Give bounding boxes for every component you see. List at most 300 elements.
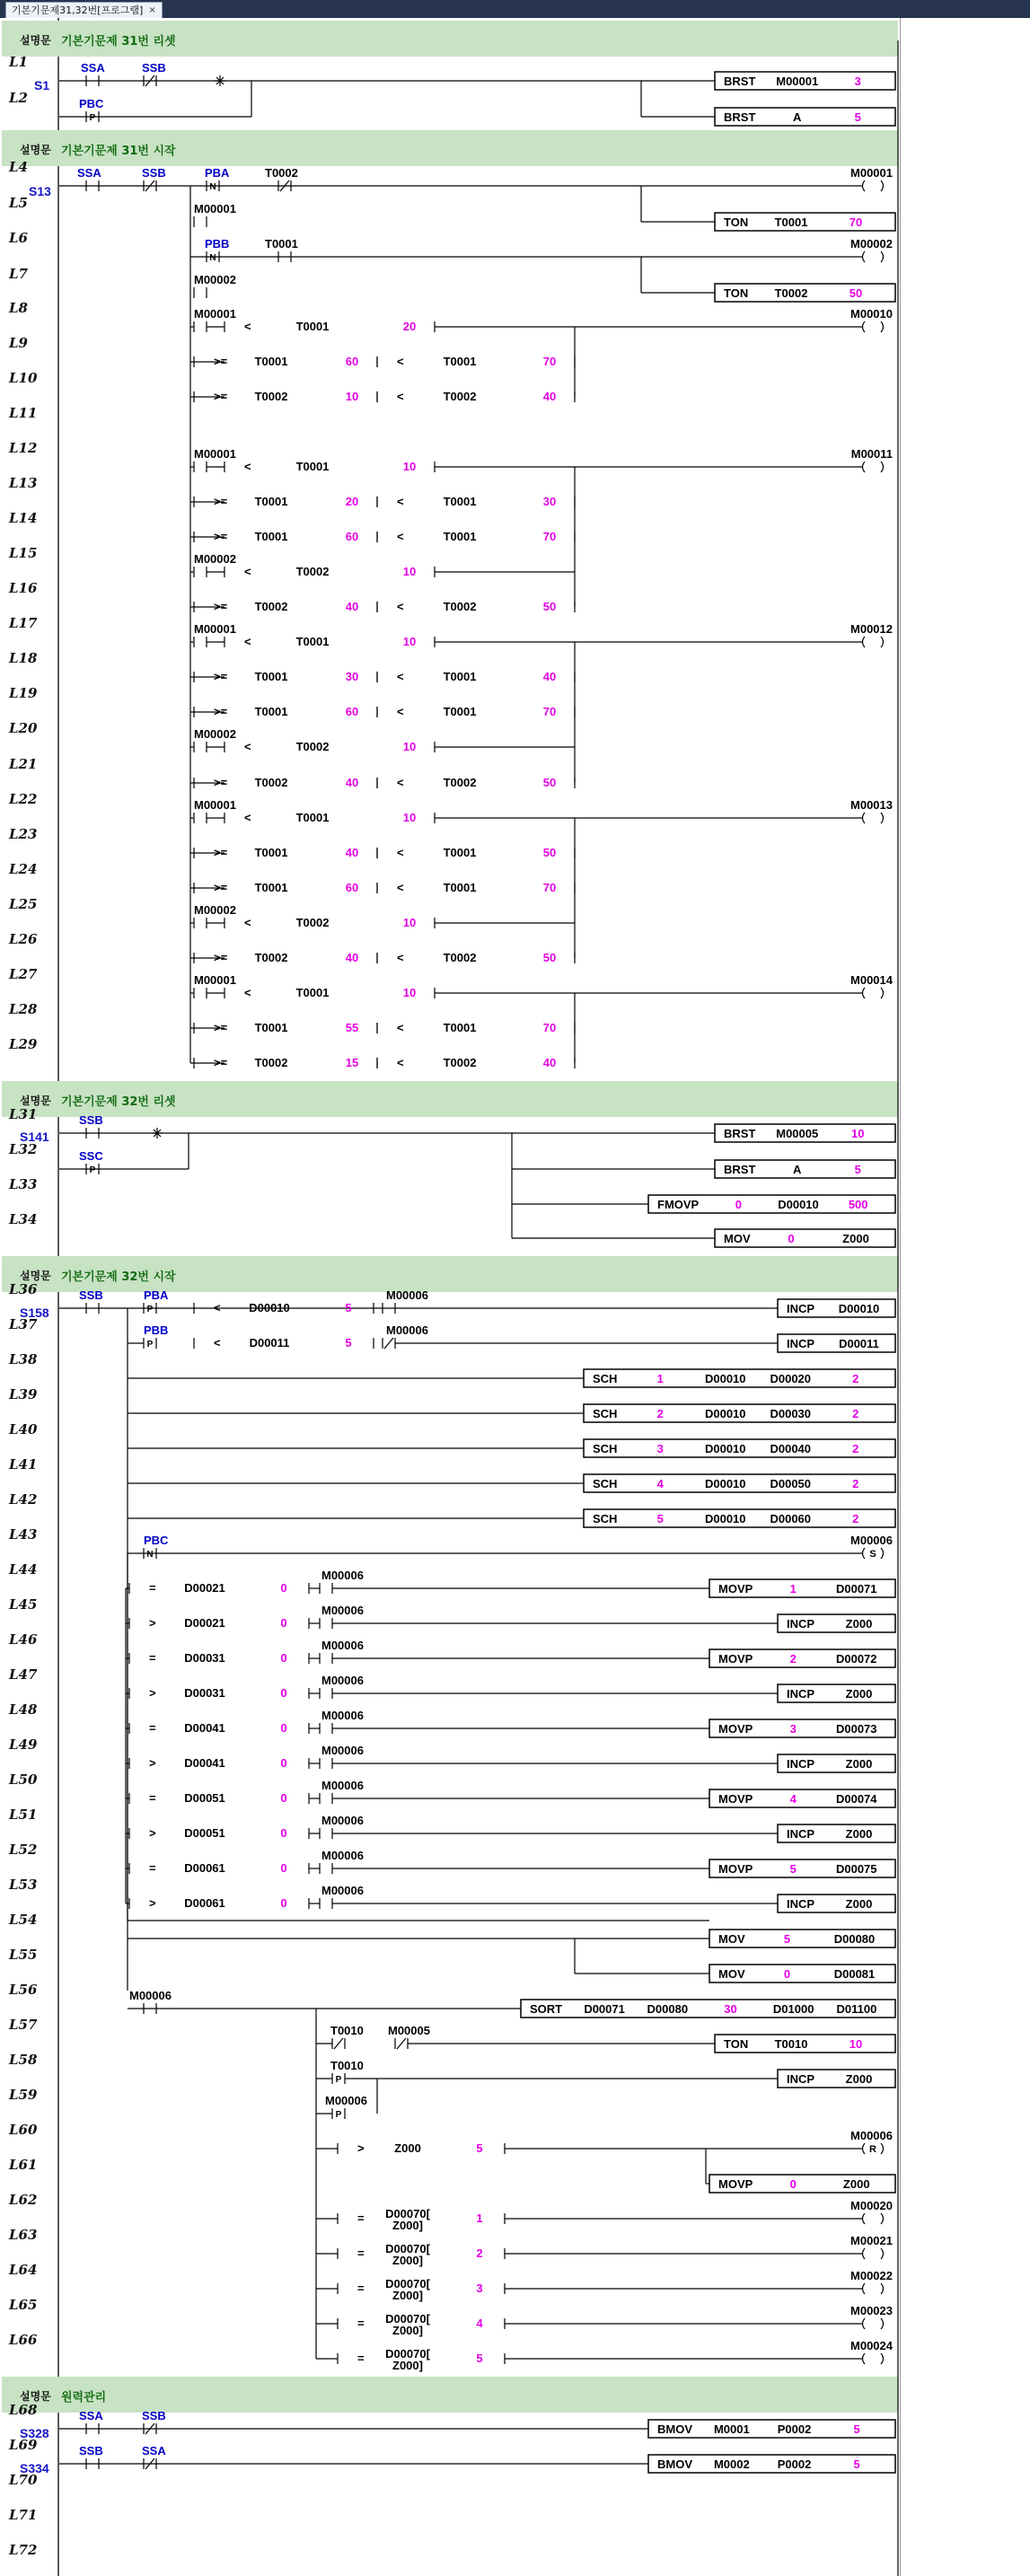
- contact-device: M00006: [129, 1989, 172, 2002]
- compare-block[interactable]: [194, 1336, 374, 1350]
- contact-device: M00001: [194, 447, 236, 461]
- function-argument: 5: [783, 1932, 791, 1946]
- compare-operand: D00010: [249, 1301, 290, 1314]
- contact-ssb[interactable]: [142, 61, 166, 86]
- coil-m00013[interactable]: [850, 798, 893, 823]
- compare-block[interactable]: [194, 705, 377, 718]
- function-name: SCH: [593, 1372, 618, 1385]
- output-coil-icon: [863, 2318, 884, 2329]
- compare-value: 70: [542, 530, 557, 543]
- step-number: S141: [20, 1130, 49, 1144]
- compare-block[interactable]: [377, 530, 575, 543]
- contact-m00001[interactable]: [194, 622, 236, 647]
- coil-m00002[interactable]: [850, 237, 893, 262]
- compare-operator: <: [244, 460, 251, 473]
- contact-ssb[interactable]: [79, 2444, 103, 2469]
- contact-m00006[interactable]: [320, 1604, 364, 1629]
- compare-value: 5: [345, 1336, 352, 1350]
- contact-device: M00006: [321, 1674, 364, 1687]
- function-argument: 2: [852, 1477, 859, 1490]
- contact-t0002[interactable]: [265, 166, 298, 191]
- function-argument: M0001: [713, 2422, 750, 2436]
- compare-value: 0: [280, 1616, 287, 1630]
- compare-value: 40: [345, 951, 359, 964]
- compare-value: 60: [345, 355, 359, 368]
- compare-value: 55: [345, 1021, 359, 1034]
- comment-text: 기본기문제 32번 시작: [61, 1270, 176, 1284]
- function-block-ton[interactable]: [715, 2035, 895, 2053]
- compare-block[interactable]: [377, 390, 575, 403]
- function-argument: 2: [656, 1407, 664, 1420]
- contact-ssa[interactable]: [81, 61, 105, 86]
- contact-m00002[interactable]: [194, 727, 236, 752]
- function-name: BMOV: [657, 2422, 692, 2436]
- contact-m00001[interactable]: [194, 202, 236, 227]
- compare-operator: <: [397, 355, 404, 368]
- function-argument: 5: [789, 1862, 797, 1876]
- compare-value: 70: [542, 881, 557, 894]
- falling-edge-contact-icon: [209, 253, 216, 263]
- contact-device: M00006: [321, 1814, 364, 1827]
- compare-block[interactable]: [194, 881, 377, 894]
- function-block-incp[interactable]: [778, 1824, 895, 1842]
- compare-value: 20: [402, 320, 417, 333]
- contact-device: SSC: [79, 1149, 103, 1163]
- contact-device: PBB: [144, 1323, 169, 1337]
- compare-value: 3: [476, 2281, 483, 2295]
- compare-operand: T0001: [254, 1021, 288, 1034]
- comment-keyword: 설명문: [20, 1095, 51, 1107]
- contact-ssb[interactable]: [142, 166, 166, 191]
- contact-ssb[interactable]: [79, 1113, 103, 1139]
- function-argument: D00074: [835, 1792, 877, 1806]
- line-number: L21: [9, 756, 38, 772]
- compare-value: 50: [542, 600, 557, 613]
- contact-device: M00005: [388, 2024, 430, 2037]
- contact-m00006[interactable]: [383, 1288, 428, 1314]
- compare-block[interactable]: [338, 2141, 505, 2155]
- contact-m00006[interactable]: [320, 1744, 364, 1769]
- compare-block[interactable]: [224, 565, 435, 578]
- compare-value: 10: [402, 635, 417, 648]
- contact-m00006[interactable]: [325, 2094, 367, 2120]
- compare-operand: T0001: [254, 355, 288, 368]
- coil-device: M00002: [850, 237, 893, 251]
- contact-device: PBC: [144, 1534, 169, 1547]
- function-argument: D00075: [835, 1862, 877, 1876]
- function-argument: 2: [852, 1407, 859, 1420]
- compare-operator: <: [397, 846, 404, 859]
- function-argument: D00080: [833, 1932, 876, 1946]
- compare-value: 10: [402, 565, 417, 578]
- contact-device: M00001: [194, 622, 236, 636]
- function-argument: M0002: [713, 2457, 750, 2471]
- line-number: L69: [9, 2437, 38, 2453]
- contact-m00006[interactable]: [383, 1323, 428, 1349]
- coil-m00012[interactable]: [850, 622, 893, 647]
- compare-operator: <: [397, 530, 404, 543]
- compare-block[interactable]: [224, 635, 435, 648]
- compare-block[interactable]: [129, 1651, 309, 1665]
- function-argument: Z000: [842, 2177, 870, 2191]
- compare-operator: =: [149, 1861, 156, 1875]
- contact-pbb[interactable]: [144, 1323, 168, 1350]
- compare-block[interactable]: [338, 2277, 505, 2302]
- compare-block[interactable]: [377, 1056, 575, 1069]
- output-coil-icon: [863, 321, 884, 332]
- function-block-bmov[interactable]: [648, 2455, 895, 2473]
- compare-operand: T0001: [254, 670, 288, 683]
- close-icon[interactable]: ×: [148, 4, 156, 15]
- line-number: L70: [9, 2472, 38, 2488]
- compare-value: 60: [345, 705, 359, 718]
- function-block-brst[interactable]: [715, 108, 895, 126]
- function-argument: 3: [854, 75, 861, 88]
- function-name: INCP: [787, 1897, 815, 1911]
- contact-pbc[interactable]: [79, 97, 104, 123]
- compare-value: 10: [402, 986, 417, 999]
- compare-block[interactable]: [194, 846, 377, 859]
- function-block-movp[interactable]: [709, 1789, 895, 1807]
- compare-block[interactable]: [377, 495, 575, 508]
- function-block-incp[interactable]: [778, 1895, 895, 1912]
- contact-pba[interactable]: [205, 166, 230, 192]
- function-argument: D00060: [770, 1512, 812, 1525]
- contact-device: SSA: [81, 61, 105, 75]
- comment-text: 기본기문제 31번 시작: [61, 145, 176, 158]
- compare-operator: <: [397, 670, 404, 683]
- contact-ssa[interactable]: [77, 166, 101, 191]
- compare-block[interactable]: [377, 670, 575, 683]
- compare-value: 10: [402, 740, 417, 753]
- function-block-movp[interactable]: [709, 1859, 895, 1877]
- contact-ssc[interactable]: [79, 1149, 103, 1175]
- coil-m00006[interactable]: [850, 1534, 893, 1560]
- contact-m00006[interactable]: [320, 1814, 364, 1839]
- compare-operator: =: [357, 2211, 365, 2225]
- coil-m00010[interactable]: [850, 307, 893, 332]
- function-block-sch[interactable]: [584, 1404, 895, 1422]
- function-block-movp[interactable]: [709, 1579, 895, 1597]
- contact-m00006[interactable]: [320, 1674, 364, 1699]
- function-block-incp[interactable]: [778, 1614, 895, 1632]
- function-argument: 2: [852, 1442, 859, 1455]
- compare-value: 20: [345, 495, 359, 508]
- line-number: L26: [9, 931, 38, 947]
- comment-text: 원력관리: [61, 2391, 107, 2405]
- compare-block[interactable]: [129, 1826, 309, 1840]
- output-coil-icon: [863, 462, 884, 472]
- step-number: S158: [20, 1306, 49, 1320]
- contact-t0010[interactable]: [330, 2059, 364, 2085]
- function-argument: 4: [789, 1792, 797, 1806]
- comment-keyword: 설명문: [20, 1270, 51, 1282]
- line-number: L48: [9, 1701, 38, 1718]
- function-name: MOVP: [718, 1652, 753, 1666]
- compare-block[interactable]: [377, 355, 575, 368]
- coil-m00021[interactable]: [850, 2234, 893, 2259]
- function-block-incp[interactable]: [778, 2070, 895, 2088]
- contact-m00006[interactable]: [320, 1639, 364, 1664]
- compare-block[interactable]: [338, 2207, 505, 2232]
- contact-m00001[interactable]: [194, 973, 236, 998]
- compare-operand: D00070[: [385, 2242, 430, 2255]
- compare-operator: >: [149, 1616, 156, 1630]
- contact-m00006[interactable]: [320, 1849, 364, 1874]
- compare-block[interactable]: [129, 1686, 309, 1700]
- line-number: L46: [9, 1631, 38, 1648]
- contact-ssb[interactable]: [79, 1288, 103, 1314]
- compare-operand: T0001: [443, 670, 477, 683]
- contact-m00006[interactable]: [320, 1779, 364, 1804]
- compare-block[interactable]: [224, 740, 435, 753]
- compare-value: 40: [542, 390, 557, 403]
- line-number: L36: [9, 1281, 38, 1297]
- contact-device: SSB: [79, 1113, 103, 1127]
- line-number: L27: [9, 966, 38, 982]
- compare-operand: T0002: [295, 565, 330, 578]
- falling-edge-contact-icon: [209, 182, 216, 192]
- contact-pbc[interactable]: [144, 1534, 169, 1560]
- function-argument: D00081: [833, 1967, 876, 1981]
- compare-value: 70: [542, 355, 557, 368]
- compare-value: 0: [280, 1686, 287, 1700]
- compare-operand: D00051: [184, 1826, 225, 1840]
- function-block-sch[interactable]: [584, 1439, 895, 1457]
- function-block-incp[interactable]: [778, 1684, 895, 1702]
- contact-ssa[interactable]: [79, 2409, 103, 2434]
- function-block-incp[interactable]: [778, 1299, 895, 1317]
- output-coil-icon: [863, 180, 884, 191]
- compare-block[interactable]: [338, 2312, 505, 2337]
- function-block-sch[interactable]: [584, 1509, 895, 1527]
- compare-operand: T0002: [254, 1056, 288, 1069]
- line-number: L71: [9, 2507, 38, 2523]
- compare-operator: <: [214, 1301, 221, 1314]
- compare-value: 1: [476, 2211, 483, 2225]
- contact-m00002[interactable]: [194, 273, 236, 298]
- line-number: L25: [9, 896, 38, 912]
- contact-device: M00002: [194, 273, 236, 286]
- coil-m00023[interactable]: [850, 2304, 893, 2329]
- function-block-movp[interactable]: [709, 2175, 895, 2193]
- contact-m00006[interactable]: [320, 1569, 364, 1594]
- coil-m00001[interactable]: [850, 166, 893, 191]
- compare-block[interactable]: [377, 881, 575, 894]
- compare-block[interactable]: [377, 846, 575, 859]
- coil-m00024[interactable]: [850, 2339, 894, 2364]
- compare-block[interactable]: [194, 951, 377, 964]
- contact-device: M00006: [321, 1709, 364, 1722]
- compare-operator: =: [357, 2246, 365, 2260]
- function-name: INCP: [787, 1827, 815, 1841]
- compare-block[interactable]: [129, 1791, 309, 1805]
- compare-operand: D00070[: [385, 2312, 430, 2325]
- compare-block[interactable]: [194, 776, 377, 789]
- compare-block[interactable]: [129, 1861, 309, 1875]
- coil-m00011[interactable]: [851, 447, 893, 472]
- compare-block[interactable]: [194, 600, 377, 613]
- compare-block[interactable]: [224, 916, 435, 929]
- compare-block[interactable]: [377, 776, 575, 789]
- compare-operand: T0001: [254, 846, 288, 859]
- function-argument: 0: [789, 2177, 797, 2191]
- compare-block[interactable]: [377, 600, 575, 613]
- contact-device: SSB: [142, 2409, 166, 2422]
- contact-m00006[interactable]: [129, 1989, 172, 2014]
- contact-t0001[interactable]: [265, 237, 298, 262]
- program-tab[interactable]: [5, 2, 163, 18]
- compare-block[interactable]: [194, 530, 377, 543]
- contact-m00006[interactable]: [320, 1884, 364, 1909]
- coil-m00020[interactable]: [850, 2199, 893, 2224]
- contact-m00002[interactable]: [194, 903, 236, 928]
- compare-operand: D00051: [184, 1791, 225, 1805]
- compare-value: 0: [280, 1896, 287, 1910]
- contact-m00001[interactable]: [194, 447, 236, 472]
- line-number: L17: [9, 615, 38, 631]
- compare-block[interactable]: [338, 2242, 505, 2267]
- compare-operand: D00070[: [385, 2277, 430, 2290]
- coil-device: M00001: [850, 166, 893, 180]
- compare-block[interactable]: [224, 811, 435, 824]
- compare-operand: D00041: [184, 1756, 225, 1770]
- function-block-brst[interactable]: [715, 1160, 895, 1178]
- compare-block[interactable]: [224, 460, 435, 473]
- contact-device: M00006: [321, 1639, 364, 1652]
- function-block-mov[interactable]: [715, 1229, 895, 1247]
- compare-operand: D00061: [184, 1861, 225, 1875]
- contact-device: SSA: [142, 2444, 166, 2457]
- compare-block[interactable]: [377, 1021, 575, 1034]
- comment-text: 기본기문제 32번 리셋: [61, 1095, 176, 1109]
- function-block-brst[interactable]: [715, 1124, 895, 1142]
- compare-block[interactable]: [129, 1616, 309, 1630]
- compare-block[interactable]: [194, 495, 377, 508]
- line-number: L50: [9, 1772, 38, 1788]
- function-argument: D00010: [838, 1302, 880, 1315]
- compare-block[interactable]: [224, 320, 435, 333]
- compare-operand: T0002: [443, 390, 477, 403]
- function-block-movp[interactable]: [709, 1649, 895, 1667]
- contact-m00001[interactable]: [194, 798, 236, 823]
- compare-operand: Z000]: [392, 2219, 423, 2232]
- function-argument: D00072: [835, 1652, 877, 1666]
- function-block-ton[interactable]: [715, 213, 895, 231]
- contact-ssb[interactable]: [142, 2409, 166, 2434]
- compare-block[interactable]: [194, 1056, 377, 1069]
- function-argument: 500: [848, 1198, 868, 1211]
- contact-device: SSB: [79, 1288, 103, 1302]
- compare-block[interactable]: [194, 670, 377, 683]
- compare-operator: <: [244, 635, 251, 648]
- contact-pba[interactable]: [144, 1288, 169, 1314]
- output-coil-icon: [863, 2353, 884, 2364]
- compare-block[interactable]: [129, 1896, 309, 1910]
- contact-m00001[interactable]: [194, 307, 236, 332]
- function-block-bmov[interactable]: [648, 2420, 895, 2438]
- coil-m00022[interactable]: [850, 2269, 893, 2294]
- coil-device: M00023: [850, 2304, 893, 2317]
- line-number: L34: [9, 1211, 38, 1227]
- compare-operator: >=: [214, 355, 228, 368]
- compare-operand: D00041: [184, 1721, 225, 1735]
- compare-block[interactable]: [194, 390, 377, 403]
- contact-t0010[interactable]: [330, 2024, 364, 2049]
- contact-device: SSB: [79, 2444, 103, 2457]
- contact-m00005[interactable]: [388, 2024, 430, 2049]
- function-block-fmovp[interactable]: [648, 1195, 895, 1213]
- contact-device: PBB: [205, 237, 230, 251]
- compare-operand: T0002: [254, 600, 288, 613]
- compare-block[interactable]: [377, 951, 575, 964]
- function-name: INCP: [787, 1337, 815, 1350]
- function-block-movp[interactable]: [709, 1719, 895, 1737]
- function-block-ton[interactable]: [715, 284, 895, 302]
- compare-block[interactable]: [338, 2347, 505, 2372]
- compare-operand: D00011: [249, 1336, 290, 1350]
- contact-ssa[interactable]: [142, 2444, 166, 2469]
- function-block-sch[interactable]: [584, 1369, 895, 1387]
- title-bar: [0, 0, 1030, 18]
- line-number: L8: [9, 300, 28, 316]
- compare-operator: =: [357, 2352, 365, 2365]
- compare-block[interactable]: [224, 986, 435, 999]
- function-block-incp[interactable]: [778, 1754, 895, 1772]
- contact-device: SSA: [77, 166, 101, 180]
- compare-operator: <: [397, 776, 404, 789]
- ladder-diagram[interactable]: [0, 18, 1030, 2576]
- compare-value: 0: [280, 1756, 287, 1770]
- function-name: BRST: [724, 110, 756, 124]
- function-block-mov[interactable]: [709, 1965, 895, 1983]
- compare-block[interactable]: [194, 1021, 377, 1034]
- line-number: L28: [9, 1001, 38, 1017]
- function-block-brst[interactable]: [715, 72, 895, 90]
- function-argument: 1: [656, 1372, 664, 1385]
- ladder-editor[interactable]: [0, 18, 1030, 2576]
- line-number: L61: [9, 2157, 38, 2173]
- coil-m00006[interactable]: [850, 2129, 893, 2155]
- line-number: L52: [9, 1842, 38, 1858]
- function-argument: Z000: [845, 1757, 873, 1771]
- function-block-sch[interactable]: [584, 1474, 895, 1492]
- compare-block[interactable]: [129, 1756, 309, 1770]
- function-block-incp[interactable]: [778, 1334, 895, 1352]
- line-number: L31: [9, 1106, 38, 1122]
- step-number: S13: [29, 184, 51, 198]
- coil-m00014[interactable]: [850, 973, 894, 998]
- compare-block[interactable]: [377, 705, 575, 718]
- function-argument: 10: [849, 2037, 863, 2051]
- compare-value: 40: [345, 846, 359, 859]
- function-name: INCP: [787, 1687, 815, 1701]
- contact-m00002[interactable]: [194, 552, 236, 577]
- contact-pbb[interactable]: [205, 237, 229, 263]
- compare-operator: =: [357, 2317, 365, 2330]
- function-argument: 5: [853, 2457, 860, 2471]
- contact-m00006[interactable]: [320, 1709, 364, 1734]
- function-argument: D00020: [770, 1372, 812, 1385]
- function-block-sort[interactable]: [521, 2000, 895, 2018]
- comment-keyword: 설명문: [20, 34, 51, 47]
- compare-block[interactable]: [129, 1721, 309, 1735]
- function-block-mov[interactable]: [709, 1930, 895, 1947]
- line-number: L43: [9, 1526, 38, 1543]
- compare-block[interactable]: [194, 355, 377, 368]
- line-number: L10: [9, 370, 38, 386]
- compare-block[interactable]: [129, 1581, 309, 1595]
